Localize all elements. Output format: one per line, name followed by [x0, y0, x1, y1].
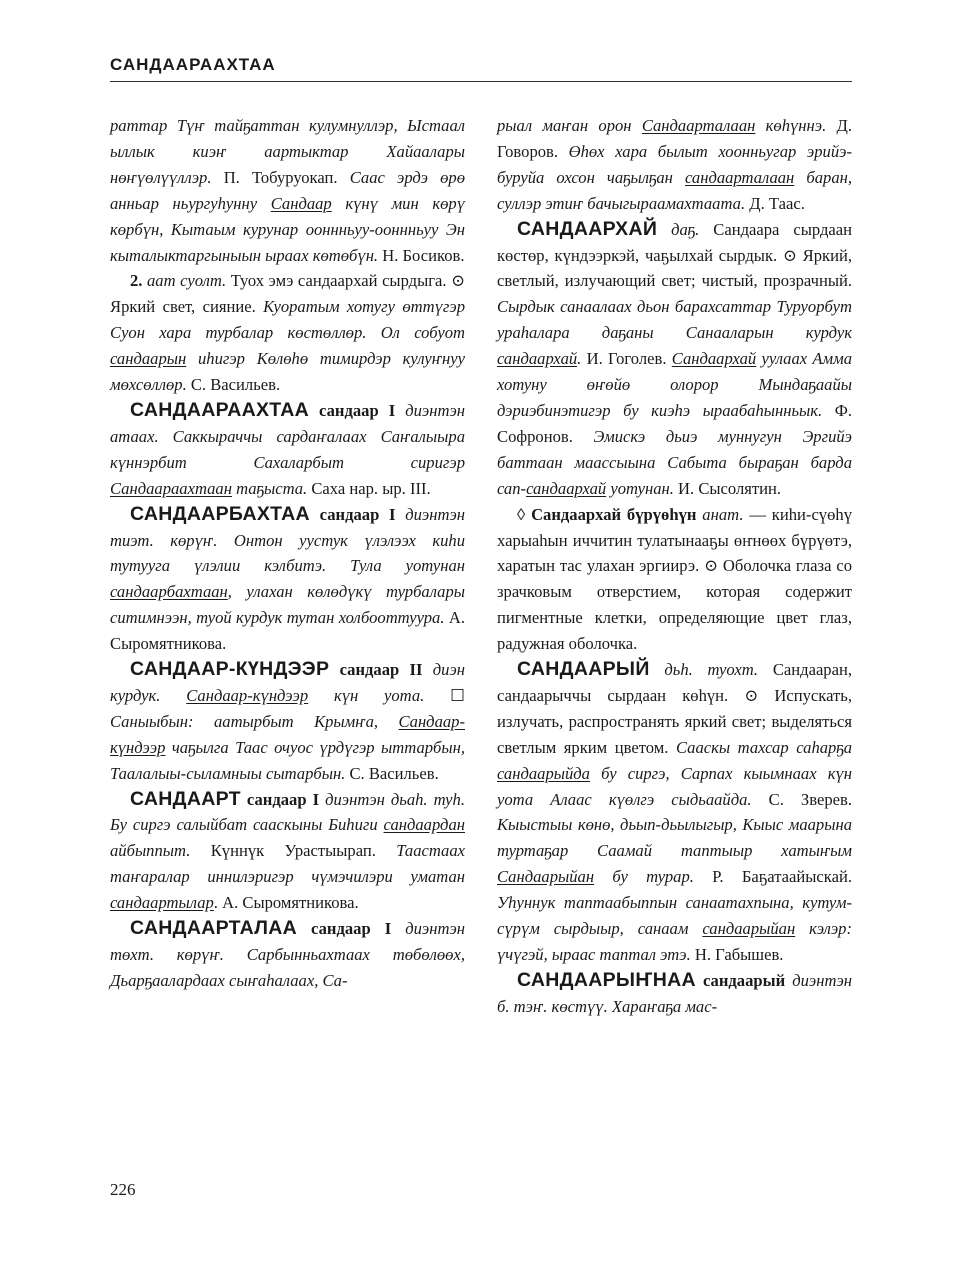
entry-sandaaryy: САНДААРЫЙ дьһ. туохт. Сандааран, сандаарыччы сырдаан көһүн. ⊙ Испускать, излучать, распространять яркий свет; выделяться светлым ярким цветом. Сааскы тахсар саһарҕа сандаарыйда бу сиргэ, Сарпах кыымнаах күн уота Алаас күөлгэ сыдьаайда. С. Зверев. Кыыстыы көнө, дьып-дьылыгыр, Кыыс маарына туртаҕар Саамай таптыыр хатыҥым Сандаарыйан бу турар. Р. Баҕатаайыскай. Уһуннук таптаабыппын санаатахпына, кутум-сүрүм сырдыыр, санаам сандаарыйан кэлэр: үчүгэй, ыраас таптал этэ. Н. Габышев.: [497, 658, 853, 964]
diamond-icon: ◊: [517, 504, 526, 524]
running-head: САНДААРААХТАА: [110, 55, 852, 82]
entry-continuation: раттар Түҥ тайҕаттан кулумнуллэр, Ыстаал ыллык киэҥ аартыктар Хайаалары нөҥүөлүүллэр. П. Тобуруокап. Саас эрдэ өрө анньар ньургуһунну Сандаар күнү мин көрү көрбүн, Кытаым курунар ооннньуу-ооннньуу Эн кыталыктаргыныын ыраах көтөбүн. Н. Босиков.: [110, 116, 465, 265]
headword: САНДААРЫҤНАА: [517, 968, 696, 991]
square-icon: ☐: [450, 685, 465, 705]
entry-sandaart: САНДААРТ сандаар I диэнтэн дьаһ. туһ. Бу сиргэ салыйбат сааскыны Биһиги сандаардан айбыппыт. Күннүк Урастыырап. Таастаах таҥаралар иннилэригэр чүмэчилэри уматан сандаартылар. А. Сыромятникова.: [110, 787, 465, 913]
entry-sandaar-kundeer: САНДААР-КҮНДЭЭР сандаар II диэн курдук. Сандаар-күндээр күн уота. ☐ Саныыбын: аатырбыт Крымҥа, Сандаар-күндээр чаҕылга Таас очуос үрдүгэр ыттарбын, Таалалыы-сыламныы сытарбын. С. Васильев.: [110, 658, 465, 783]
entry-sandaartalaa: САНДААРТАЛАА сандаар I диэнтэн төхт. көрүҥ. Сарбынньахтаах төбөлөөх, Дьарҕаалардаах сыҥаһалаах, Са-: [110, 917, 466, 990]
headword: САНДААР-КҮНДЭЭР: [130, 658, 330, 681]
headword: САНДААРААХТАА: [130, 398, 310, 421]
headword: САНДААРБАХТАА: [130, 502, 310, 525]
entry-sandaaryngnaa: САНДААРЫҤНАА сандаарый диэнтэн б. тэҥ. көстүү. Хараҥаҕа мас-: [497, 968, 852, 1016]
phrase-sandaarkhay-buruohun: ◊ Сандаархай бүрүөһүн анат. — киһи-сүөһү харыаһын иччитин тулатынааҕы өҥнөөх бүрүөтэ, харатын тас улахан эргиирэ. ⊙ Оболочка глаза со зрачковым отверстием, которая содержит пигментные клетки, определяющие цвет глаз, радужная оболочка.: [497, 504, 852, 654]
entry-continuation: рыал маҥан орон Сандаарталаан көһүннэ. Д. Говоров. Өһөх хара былыт хоонньугар эрийэ-буруйа охсон чаҕылҕан сандаарталаан баран, суллэр этиҥ бачыгыраамахтаата. Д. Таас.: [497, 116, 853, 213]
entry-sandaarbakhtaa: САНДААРБАХТАА сандаар I диэнтэн тиэт. көрүҥ. Онтон уустук үлэлээх киһи тутууга үлэлии кэлбитэ. Тула уотунан сандаарбахтаан, улахан көлөдүкү турбалары ситимнээн, туой курдук тутан холбооттуура. А. Сыромятникова.: [110, 502, 466, 654]
headword: САНДААРТАЛАА: [130, 917, 298, 940]
entry-sandaaraakhtaa: САНДААРААХТАА сандаар I диэнтэн атаах. Саккыраччы сардаҥалаах Саҥалыыра күннэрбит Сахаларбыт сиригэр Сандаараахтаан таҕыста. Саха нар. ыр. III.: [110, 398, 466, 498]
sense-2: 2. аат суолт. Туох эмэ сандаархай сырдыга. ⊙ Яркий свет, сияние. Куоратым хотугу өттүгэр Суон хара турбалар көстөллөр. Ол собуот сандаарын иһигэр Көлөһө тимирдэр кулуҥнуу мөхсөллөр. С. Васильев.: [110, 271, 465, 395]
page-number: 226: [110, 1180, 136, 1199]
headword: САНДААРЫЙ: [517, 658, 650, 681]
headword: САНДААРХАЙ: [517, 217, 658, 240]
left-column: [110, 113, 465, 994]
entry-sandaarkhay: САНДААРХАЙ даҕ. Сандаара сырдаан көстөр, күндээркэй, чаҕылхай сырдык. ⊙ Яркий, светлый, излучающий свет; чистый, прозрачный. Сырдык санаалаах дьон барахсаттар Туруорбут ураһалара даҕаны Санааларын курдук сандаархай. И. Гоголев. Сандаархай уулаах Амма хотуну өҥөйө олорор Мындаҕаайы дэриэбинэтигэр бу киэһэ ыраабаһынньык. Ф. Софронов. Эмискэ дьиэ муннугун Эргийэ баттаан маассыына Сабыта быраҕан барда сап-сандаархай уотунан. И. Сысолятин.: [497, 217, 853, 498]
right-column: [497, 113, 852, 1020]
headword: САНДААРТ: [130, 787, 241, 810]
